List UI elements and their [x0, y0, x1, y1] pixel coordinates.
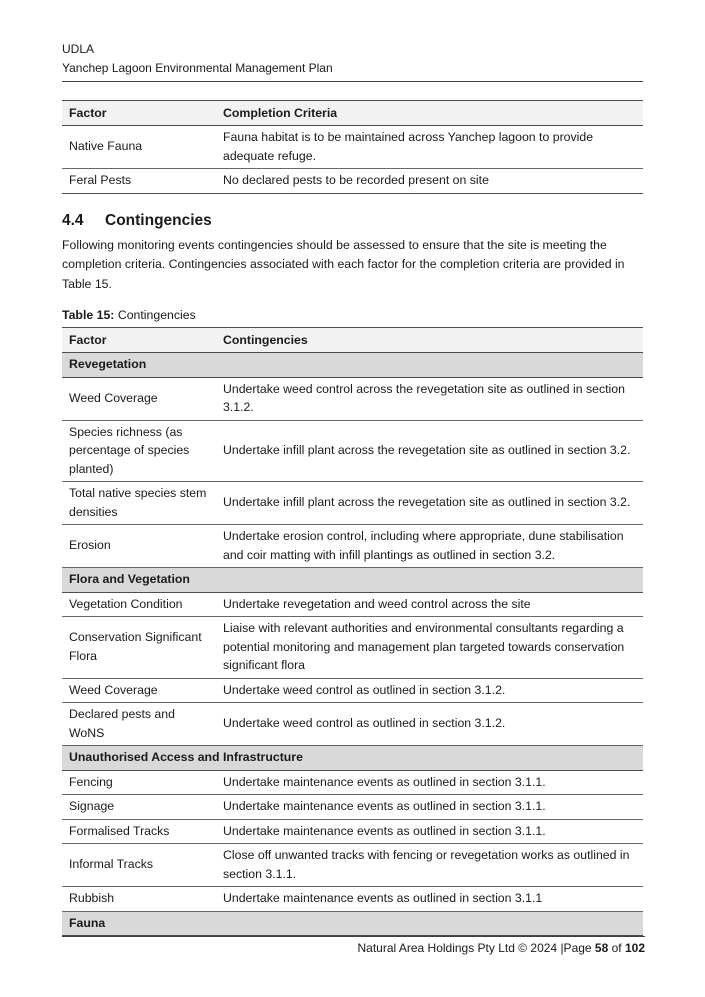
contingencies-col-factor: Factor	[62, 328, 216, 353]
factor-cell: Erosion	[62, 525, 216, 568]
contingencies-table-head	[62, 328, 643, 353]
section-heading	[62, 211, 643, 230]
page-content	[62, 0, 643, 936]
table-row	[62, 703, 643, 746]
table-section-label: Flora and Vegetation	[62, 568, 643, 593]
factor-cell: Weed Coverage	[62, 678, 216, 703]
completion-header-row	[62, 101, 643, 126]
detail-cell: Undertake infill plant across the revegetation site as outlined in section 3.2.	[216, 482, 643, 525]
page-header	[62, 0, 643, 82]
table-section-row	[62, 911, 643, 936]
table-section-row	[62, 353, 643, 378]
footer-page-total: 102	[624, 941, 645, 955]
table-section-label: Unauthorised Access and Infrastructure	[62, 746, 643, 771]
detail-cell: Liaise with relevant authorities and environmental consultants regarding a potential monitoring and management plan targeted towards conservation significant flora	[216, 617, 643, 679]
factor-cell: Signage	[62, 795, 216, 820]
completion-table-head	[62, 101, 643, 126]
table-row	[62, 592, 643, 617]
detail-cell: Fauna habitat is to be maintained across Yanchep lagoon to provide adequate refuge.	[216, 126, 643, 169]
table-row	[62, 844, 643, 887]
table-row	[62, 617, 643, 679]
header-doc-title: Yanchep Lagoon Environmental Management Plan	[62, 61, 333, 75]
factor-cell: Formalised Tracks	[62, 819, 216, 844]
detail-cell: Undertake maintenance events as outlined in section 3.1.1.	[216, 770, 643, 795]
table15-caption	[62, 306, 643, 324]
table-row	[62, 819, 643, 844]
table-row	[62, 678, 643, 703]
factor-cell: Weed Coverage	[62, 377, 216, 420]
detail-cell: Undertake erosion control, including where appropriate, dune stabilisation and coir matting with infill plantings as outlined in section 3.2.	[216, 525, 643, 568]
contingencies-table-body	[62, 353, 643, 936]
contingencies-table	[62, 327, 643, 936]
page-footer	[62, 936, 645, 956]
contingencies-col-contingencies: Contingencies	[216, 328, 643, 353]
table-row	[62, 770, 643, 795]
detail-cell: Undertake weed control as outlined in section 3.1.2.	[216, 678, 643, 703]
table-row	[62, 887, 643, 912]
table-row	[62, 377, 643, 420]
table-row	[62, 169, 643, 194]
detail-cell: Undertake weed control across the revegetation site as outlined in section 3.1.2.	[216, 377, 643, 420]
section-paragraph: Following monitoring events contingencies should be assessed to ensure that the site is meeting the completion criteria. Contingencies associated with each factor for the completion criteria are provided in Table 15.	[62, 237, 625, 291]
completion-col-criteria: Completion Criteria	[216, 101, 643, 126]
table-row	[62, 126, 643, 169]
detail-cell: Undertake maintenance events as outlined in section 3.1.1.	[216, 819, 643, 844]
detail-cell: Undertake maintenance events as outlined in section 3.1.1.	[216, 795, 643, 820]
factor-cell: Species richness (as percentage of species planted)	[62, 420, 216, 482]
completion-table-body	[62, 126, 643, 194]
detail-cell: Undertake maintenance events as outlined in section 3.1.1	[216, 887, 643, 912]
footer-page-number: 58	[594, 941, 609, 955]
detail-cell: Undertake revegetation and weed control across the site	[216, 592, 643, 617]
contingencies-header-row	[62, 328, 643, 353]
completion-col-factor: Factor	[62, 101, 216, 126]
table15-caption-label: Table 15:	[62, 308, 115, 322]
footer-of-text: of	[608, 941, 625, 955]
detail-cell: No declared pests to be recorded present on site	[216, 169, 643, 194]
factor-cell: Feral Pests	[62, 169, 216, 194]
table-row	[62, 525, 643, 568]
factor-cell: Conservation Significant Flora	[62, 617, 216, 679]
factor-cell: Declared pests and WoNS	[62, 703, 216, 746]
table-row	[62, 420, 643, 482]
section-title: Contingencies	[105, 211, 212, 229]
factor-cell: Informal Tracks	[62, 844, 216, 887]
footer-company-text: Natural Area Holdings Pty Ltd © 2024 |Page	[357, 941, 595, 955]
table-section-row	[62, 568, 643, 593]
detail-cell: Undertake weed control as outlined in section 3.1.2.	[216, 703, 643, 746]
section-number: 4.4	[62, 211, 84, 229]
factor-cell: Total native species stem densities	[62, 482, 216, 525]
factor-cell: Native Fauna	[62, 126, 216, 169]
factor-cell: Fencing	[62, 770, 216, 795]
table-section-row	[62, 746, 643, 771]
table15-caption-text: Contingencies	[114, 308, 196, 322]
factor-cell: Vegetation Condition	[62, 592, 216, 617]
table-section-label: Fauna	[62, 911, 643, 936]
header-org: UDLA	[62, 42, 95, 56]
factor-cell: Rubbish	[62, 887, 216, 912]
detail-cell: Close off unwanted tracks with fencing or revegetation works as outlined in section 3.1.1.	[216, 844, 643, 887]
table-row	[62, 795, 643, 820]
table-row	[62, 482, 643, 525]
completion-criteria-table	[62, 100, 643, 194]
detail-cell: Undertake infill plant across the revegetation site as outlined in section 3.2.	[216, 420, 643, 482]
table-section-label: Revegetation	[62, 353, 643, 378]
